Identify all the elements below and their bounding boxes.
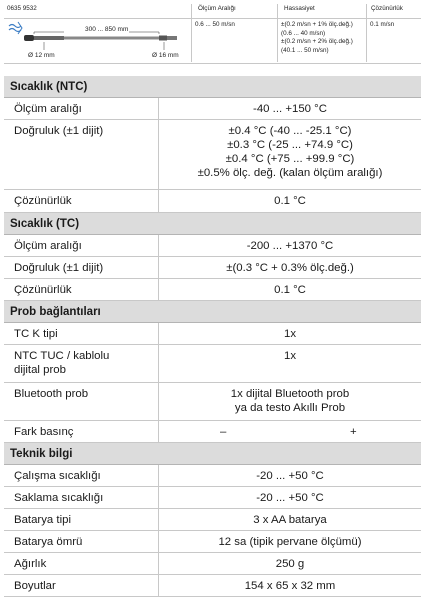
header-accuracy: Hassasiyet — [284, 5, 315, 12]
row-label: Saklama sıcaklığı — [14, 492, 104, 504]
row-value: 12 sa (tipik pervane ölçümü) — [218, 536, 362, 548]
row-label: Fark basınç — [14, 426, 74, 438]
row-label — [14, 349, 109, 377]
divider — [4, 63, 421, 64]
plus-value: + — [350, 426, 357, 438]
table-row — [4, 345, 421, 383]
row-value: 0.1 °C — [274, 195, 306, 207]
row-value — [159, 124, 421, 180]
divider — [4, 18, 421, 19]
table-row — [4, 98, 421, 120]
row-label: Doğruluk (±1 dijit) — [14, 125, 104, 137]
table-row — [4, 120, 421, 190]
table-row — [4, 465, 421, 487]
table-row — [4, 509, 421, 531]
value-line: ±0.4 °C (-40 ... -25.1 °C) — [228, 125, 352, 137]
order-number: 0635 9532 — [7, 5, 37, 12]
table-row — [4, 383, 421, 421]
label-line: NTC TUC / kablolu — [14, 350, 110, 362]
value-line: ±0.5% ölç. değ. (kalan ölçüm aralığı) — [197, 167, 383, 179]
table-row — [4, 190, 421, 213]
section-technical-header: Teknik bilgi — [4, 443, 421, 465]
row-label: Çalışma sıcaklığı — [14, 470, 101, 482]
divider — [277, 4, 278, 62]
row-value: -40 ... +150 °C — [253, 103, 327, 115]
row-label: Ağırlık — [14, 558, 47, 570]
row-label: Çözünürlük — [14, 195, 72, 207]
minus-value: – — [220, 426, 227, 438]
divider — [366, 4, 367, 62]
label-line: dijital prob — [14, 364, 66, 376]
dimension-lines — [34, 32, 164, 50]
row-label: TC K tipi — [14, 328, 58, 340]
header-resolution: Çözünürlük — [371, 5, 403, 12]
divider — [191, 4, 192, 62]
row-value: -200 ... +1370 °C — [246, 240, 334, 252]
row-value: 1x — [283, 350, 297, 362]
probe-accuracy-3: ±(0.2 m/sn + 2% ölç.değ.) — [281, 38, 353, 45]
probe-icon — [9, 22, 22, 34]
row-label: Bluetooth prob — [14, 388, 89, 400]
row-value: 0.1 °C — [274, 284, 306, 296]
header-measuring-range: Ölçüm Aralığı — [198, 5, 236, 12]
section-probe-connections-header: Prob bağlantıları — [4, 301, 421, 323]
row-label: Ölçüm aralığı — [14, 103, 82, 115]
probe-measuring-range: 0.6 ... 50 m/sn — [195, 21, 235, 28]
section-tc-header: Sıcaklık (TC) — [4, 213, 421, 235]
probe-body — [24, 35, 177, 41]
row-label: Ölçüm aralığı — [14, 240, 82, 252]
probe-accuracy-2: (0.6 ... 40 m/sn) — [281, 29, 326, 37]
value-line: ya da testo Akıllı Prob — [234, 402, 346, 414]
dim-head-diameter: Ø 16 mm — [152, 52, 179, 59]
row-label: Batarya tipi — [14, 514, 71, 526]
section-ntc-header: Sıcaklık (NTC) — [4, 76, 421, 98]
table-row — [4, 235, 421, 257]
row-value: -20 ... +50 °C — [256, 470, 324, 482]
table-row — [4, 323, 421, 345]
probe-resolution: 0.1 m/sn — [370, 21, 395, 28]
row-value: 1x — [283, 328, 297, 340]
table-row — [4, 421, 421, 443]
value-line: ±0.3 °C (-25 ... +74.9 °C) — [227, 139, 353, 151]
row-value: 250 g — [275, 558, 305, 570]
table-row — [4, 553, 421, 575]
dim-length: 300 ... 850 mm — [85, 26, 129, 33]
row-value: 154 x 65 x 32 mm — [244, 580, 336, 592]
probe-accuracy-4: (40.1 ... 50 m/sn) — [281, 46, 329, 54]
probe-accuracy-1: ±(0.2 m/sn + 1% ölç.değ.) — [281, 21, 353, 28]
row-value: -20 ... +50 °C — [256, 492, 324, 504]
spec-table — [4, 76, 421, 597]
row-value — [159, 387, 421, 415]
row-label: Doğruluk (±1 dijit) — [14, 262, 104, 274]
row-value: ±(0.3 °C + 0.3% ölç.değ.) — [226, 262, 354, 274]
table-row — [4, 575, 421, 597]
table-row — [4, 487, 421, 509]
table-row — [4, 531, 421, 553]
value-line: ±0.4 °C (+75 ... +99.9 °C) — [225, 153, 355, 165]
dim-tube-diameter: Ø 12 mm — [28, 52, 55, 59]
row-label: Batarya ömrü — [14, 536, 83, 548]
value-line: 1x dijital Bluetooth prob — [230, 388, 350, 400]
table-row — [4, 257, 421, 279]
row-label: Çözünürlük — [14, 284, 72, 296]
row-label: Boyutlar — [14, 580, 56, 592]
row-value: 3 x AA batarya — [253, 514, 327, 526]
table-row — [4, 279, 421, 301]
probe-table — [4, 0, 421, 64]
